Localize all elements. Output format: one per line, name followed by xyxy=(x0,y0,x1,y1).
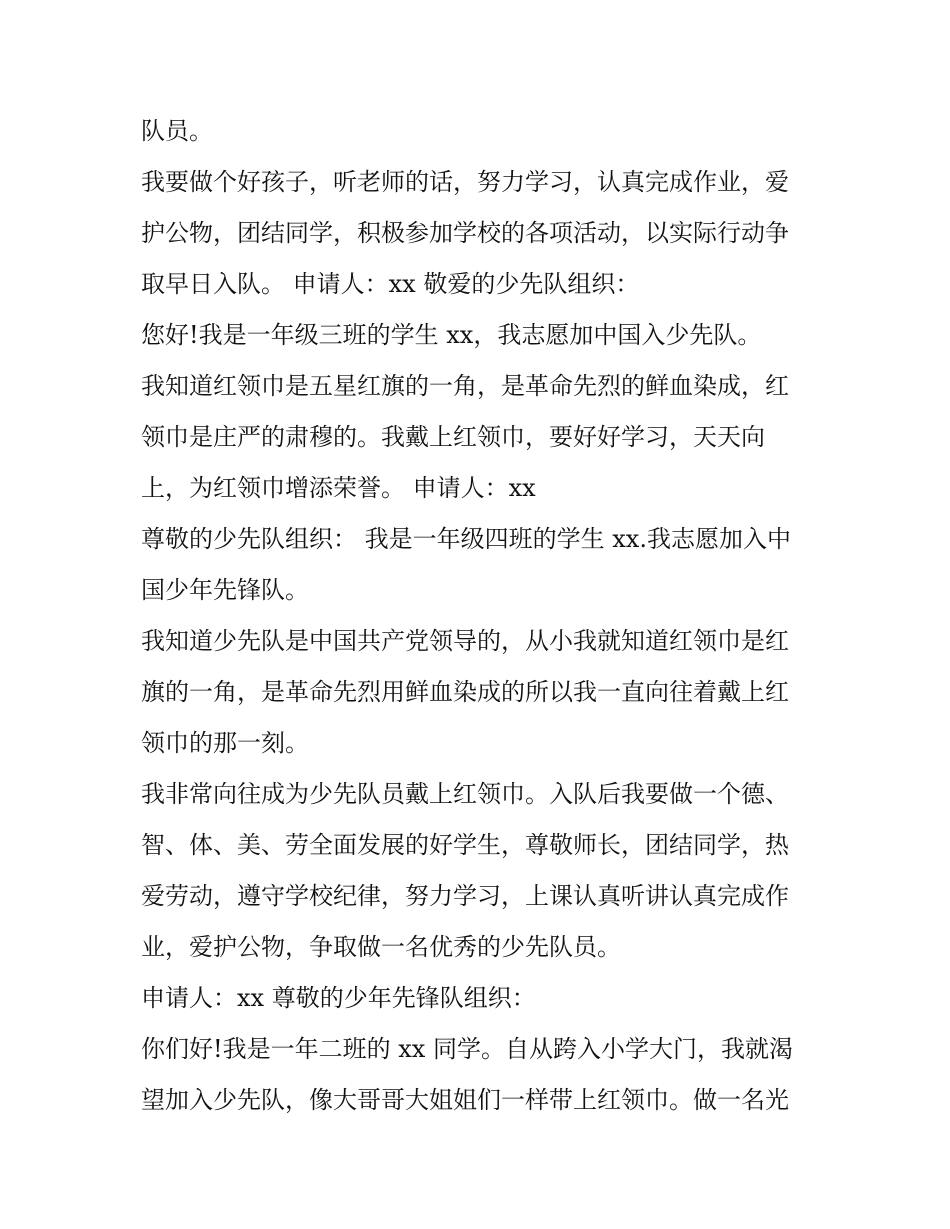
document-body xyxy=(141,106,821,1126)
text-line: 我非常向往成为少先队员戴上红领巾。入队后我要做一个德、 xyxy=(141,780,789,808)
text-line: 爱劳动，遵守学校纪律，努力学习，上课认真听讲认真完成作 xyxy=(141,882,789,910)
text-line: 取早日入队。 申请人：xx 敬爱的少先队组织： xyxy=(141,270,640,298)
text-line: 上，为红领巾增添荣誉。 申请人：xx xyxy=(141,474,536,502)
text-line: 智、体、美、劳全面发展的好学生，尊敬师长，团结同学，热 xyxy=(141,831,789,859)
text-line: 领巾的那一刻。 xyxy=(141,729,309,757)
text-line: 申请人：xx 尊敬的少年先锋队组织： xyxy=(141,984,536,1012)
text-line: 您好!我是一年级三班的学生 xx，我志愿加中国入少先队。 xyxy=(141,321,762,349)
text-line: 望加入少先队，像大哥哥大姐姐们一样带上红领巾。做一名光 xyxy=(141,1086,789,1114)
text-line: 护公物，团结同学，积极参加学校的各项活动，以实际行动争 xyxy=(141,219,789,247)
text-line: 国少年先锋队。 xyxy=(141,576,309,604)
text-line: 业，爱护公物，争取做一名优秀的少先队员。 xyxy=(141,933,621,961)
text-line: 旗的一角，是革命先烈用鲜血染成的所以我一直向往着戴上红 xyxy=(141,678,789,706)
text-line: 我知道红领巾是五星红旗的一角，是革命先烈的鲜血染成，红 xyxy=(141,372,789,400)
text-line: 尊敬的少先队组织： 我是一年级四班的学生 xx.我志愿加入中 xyxy=(141,525,791,553)
text-line: 队员。 xyxy=(141,117,213,145)
text-line: 领巾是庄严的肃穆的。我戴上红领巾，要好好学习，天天向 xyxy=(141,423,765,451)
text-line: 我要做个好孩子，听老师的话，努力学习，认真完成作业，爱 xyxy=(141,168,789,196)
text-line: 你们好!我是一年二班的 xx 同学。自从跨入小学大门，我就渴 xyxy=(141,1035,793,1063)
text-line: 我知道少先队是中国共产党领导的，从小我就知道红领巾是红 xyxy=(141,627,789,655)
